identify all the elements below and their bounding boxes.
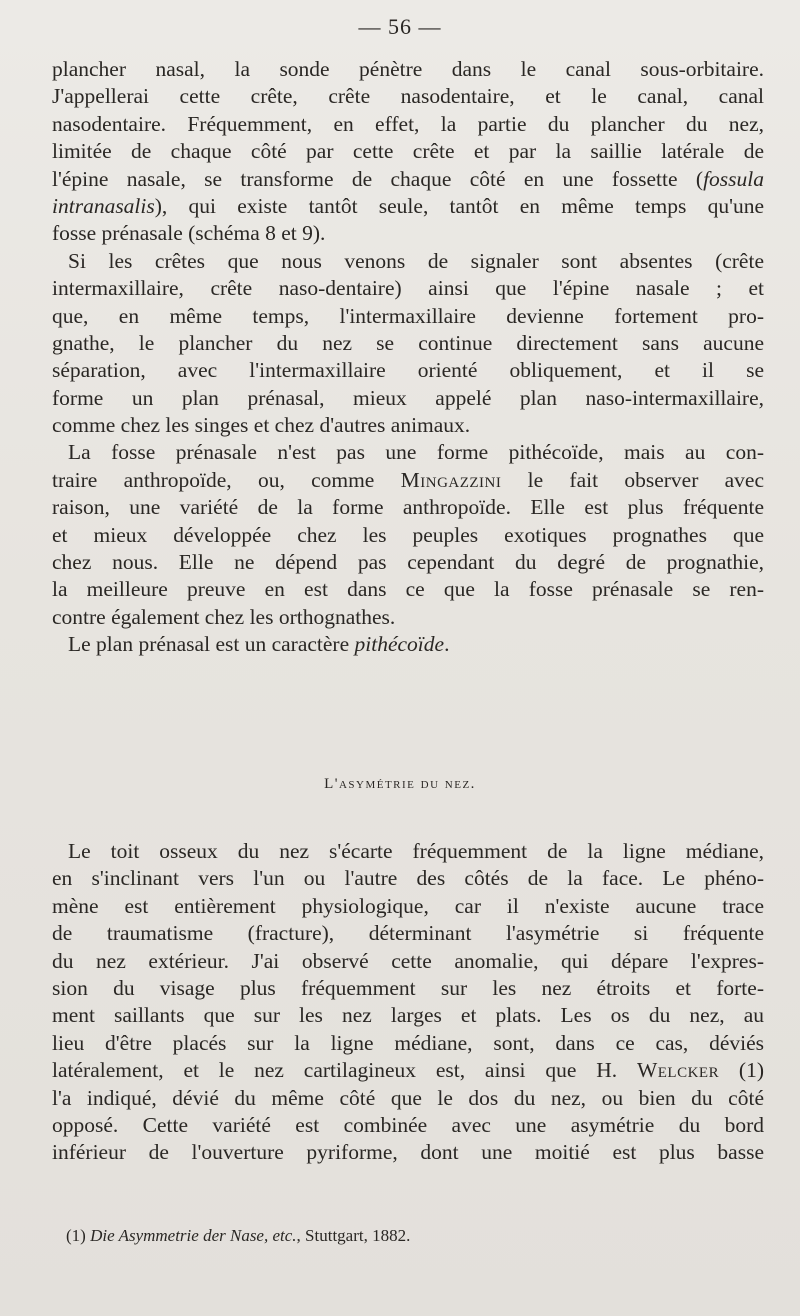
text-line: J'appellerai cette crête, crête nasodentaire, et le canal, canal (52, 84, 764, 109)
text-line: que, en même temps, l'intermaxillaire devienne fortement pro- (52, 303, 764, 328)
text-line (52, 1057, 764, 1084)
author-name: Welcker (636, 1058, 720, 1083)
text-line: Le toit osseux du nez s'écarte fréquemment de la ligne médiane, (68, 839, 764, 863)
text-line: fosse prénasale (schéma 8 et 9). (52, 221, 326, 246)
italic-term: fossula (703, 166, 764, 191)
text-line: contre également chez les orthognathes. (52, 604, 396, 629)
footnote-marker: (1) (66, 1226, 91, 1245)
text-line: chez nous. Elle ne dépend pas cependant du degré de prognathie, (52, 550, 764, 575)
text-line: ment saillants que sur les nez larges et plats. Les os du nez, au (52, 1003, 764, 1028)
text-line: limitée de chaque côté par cette crête et par la saillie latérale de (52, 139, 764, 164)
text-line (52, 193, 764, 220)
text-line (52, 166, 764, 193)
text-line: plancher nasal, la sonde pénètre dans le canal sous-orbitaire. (52, 57, 764, 81)
text-line: raison, une variété de la forme anthropoïde. Elle est plus fréquente (52, 495, 764, 520)
text-run: Le plan prénasal est un caractère (68, 632, 355, 657)
footnote-text: , Stuttgart, 1882. (296, 1226, 411, 1245)
text-line: Si les crêtes que nous venons de signaler sont absentes (crête (68, 248, 764, 273)
text-line: gnathe, le plancher du nez se continue directement sans aucune (52, 330, 764, 355)
text-run: latéralement, et le nez cartilagineux est, ainsi que H. (52, 1058, 637, 1083)
body-text-upper (52, 56, 764, 659)
body-text-lower (52, 838, 764, 1167)
text-line: sion du visage plus fréquemment sur les nez étroits et forte- (52, 975, 764, 1000)
text-line (52, 631, 764, 658)
text-line: nasodentaire. Fréquemment, en effet, la partie du plancher du nez, (52, 111, 764, 136)
text-line (52, 467, 764, 494)
italic-term: intranasalis (52, 193, 155, 218)
text-line: lieu d'être placés sur la ligne médiane, sont, dans ce cas, déviés (52, 1030, 764, 1055)
text-line: mène est entièrement physiologique, car il n'existe aucune trace (52, 893, 764, 918)
italic-term: pithécoïde (354, 632, 445, 657)
text-line: intermaxillaire, crête naso-dentaire) ainsi que l'épine nasale ; et (52, 276, 764, 301)
text-line: comme chez les singes et chez d'autres animaux. (52, 413, 471, 438)
text-line: la meilleure preuve en est dans ce que la fosse prénasale se ren- (52, 577, 764, 602)
footnote-title: Die Asymmetrie der Nase, etc. (90, 1226, 297, 1245)
text-run: l'épine nasale, se transforme de chaque côté en une fossette ( (52, 166, 704, 191)
text-run: le fait observer avec (501, 467, 764, 492)
text-run: traire anthropoïde, ou, comme (52, 467, 401, 492)
text-line: et mieux développée chez les peuples exotiques prognathes que (52, 522, 764, 547)
text-line: séparation, avec l'intermaxillaire orienté obliquement, et il se (52, 358, 764, 383)
text-line: en s'inclinant vers l'un ou l'autre des côtés de la face. Le phéno- (52, 866, 764, 891)
text-line: forme un plan prénasal, mieux appelé plan naso-intermaxillaire, (52, 385, 764, 410)
text-line: du nez extérieur. J'ai observé cette anomalie, qui dépare l'expres- (52, 948, 764, 973)
footnote-ref: (1) (719, 1058, 764, 1083)
text-run: ), qui existe tantôt seule, tantôt en même temps qu'une (154, 193, 764, 218)
text-line: l'a indiqué, dévié du même côté que le dos du nez, ou bien du côté (52, 1085, 764, 1110)
text-line: opposé. Cette variété est combinée avec une asymétrie du bord (52, 1112, 764, 1137)
page-number: — 56 — (358, 14, 442, 39)
text-line: inférieur de l'ouverture pyriforme, dont une moitié est plus basse (52, 1140, 764, 1165)
author-name: Mingazzini (400, 467, 502, 492)
footnote (66, 1226, 410, 1246)
text-line: de traumatisme (fracture), déterminant l'asymétrie si fréquente (52, 921, 764, 946)
text-line: La fosse prénasale n'est pas une forme pithécoïde, mais au con- (68, 440, 764, 465)
section-heading: L'asymétrie du nez. (324, 776, 476, 792)
text-run: . (444, 632, 450, 657)
